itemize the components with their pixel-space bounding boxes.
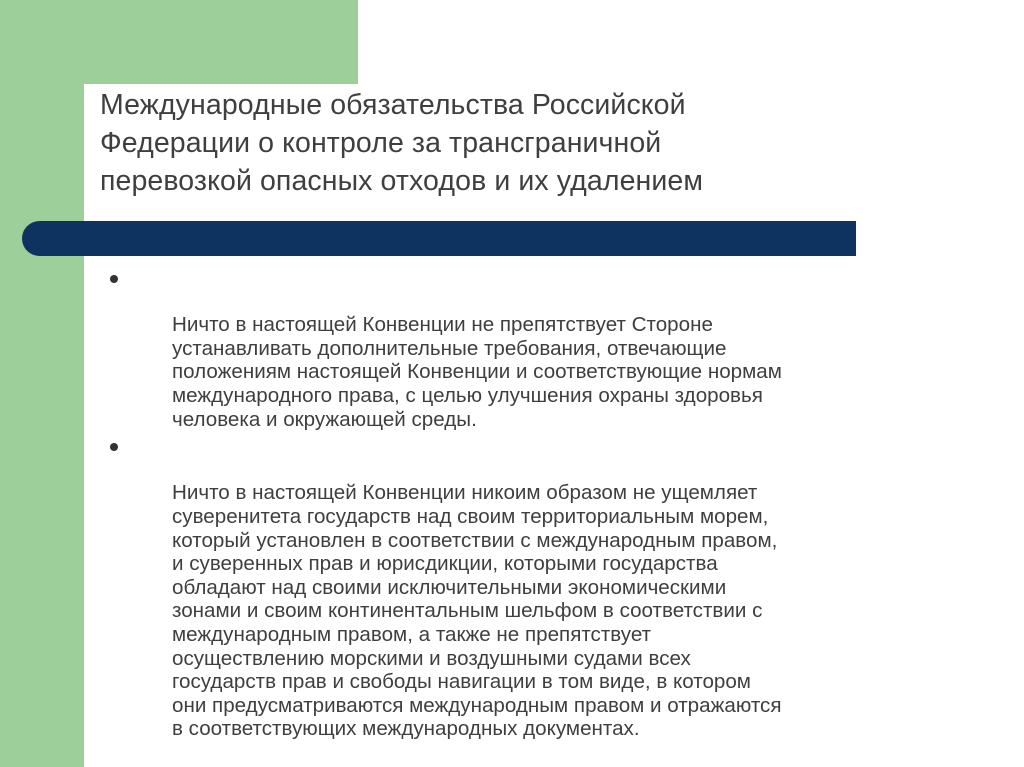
bullet-list — [96, 266, 976, 744]
bullet-item — [96, 434, 976, 741]
bullet-dot-icon — [110, 275, 118, 283]
bullet-item — [96, 266, 976, 431]
bullet-text: Ничто в настоящей Конвенции никоим образом не ущемляет суверенитета государств над своим территориальным морем, который установлен в соответствии с международным правом, и суверенных прав и юрисдикции, которыми государства обладают над своими исключительными экономическими зонами и своим континентальным шельфом в соответствии с международным правом, а также не препятствует осуществлению морскими и воздушными судами всех государств прав и свободы навигации в том виде, в котором они предусматриваются международным правом и отражаются в соответствующих международных документах. — [172, 481, 782, 741]
bullet-text: Ничто в настоящей Конвенции не препятствует Стороне устанавливать дополнительные требования, отвечающие положениям настоящей Конвенции и соответствующие нормам международного права, с целью улучшения охраны здоровья человека и окружающей среды. — [172, 313, 782, 431]
decor-green-left — [0, 0, 84, 767]
slide-title: Международные обязательства Российской Федерации о контроле за трансграничной перевозкой опасных отходов и их удалением — [100, 89, 704, 197]
bullet-dot-icon — [110, 443, 118, 451]
title-underline-bar — [22, 221, 856, 256]
